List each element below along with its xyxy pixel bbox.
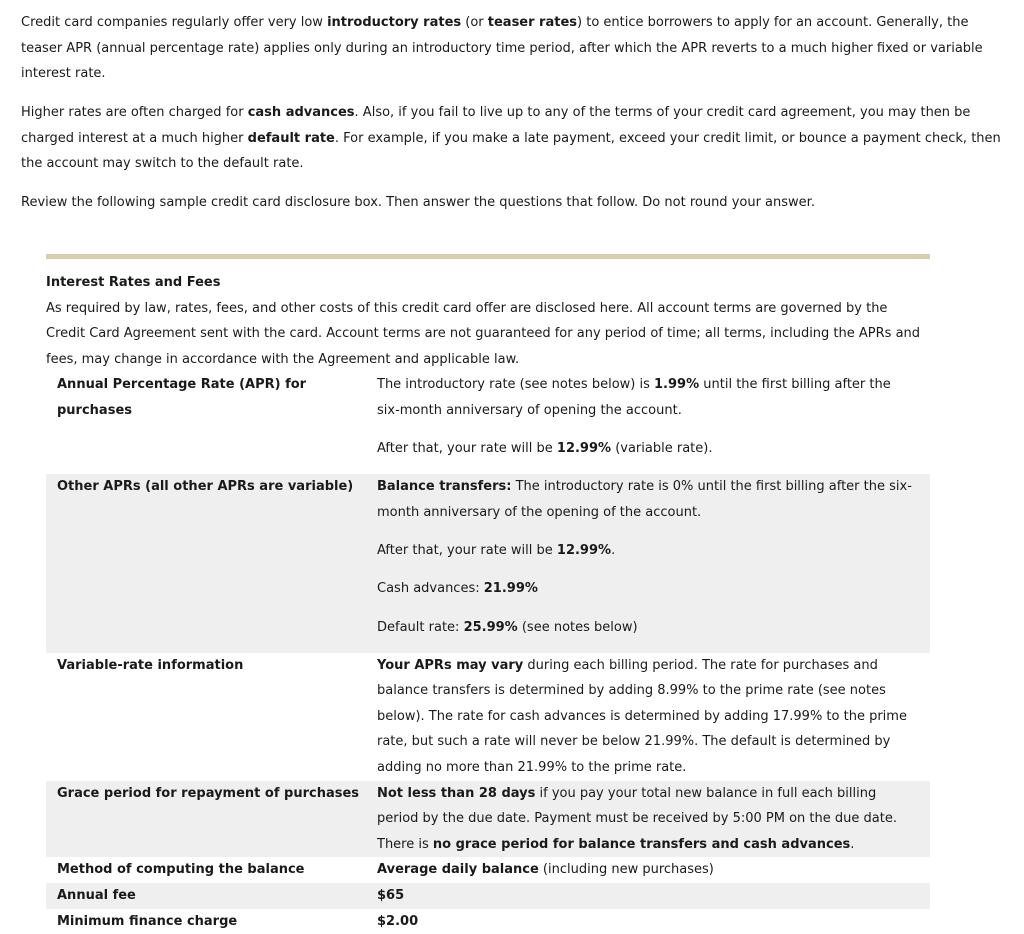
intro-text: ) to entice borrowers to apply for an account. Generally, the teaser APR (annual percentage rate) applies only during an introductory time period, after which the APR reverts to a much higher fixed or variable interest rate.	[21, 15, 983, 82]
method-label: Method of computing the balance	[57, 862, 305, 878]
annual-fee-value: $65	[377, 883, 930, 909]
introductory-rates-term: introductory rates	[327, 15, 462, 30]
other-aprs-value: Balance transfers: The introductory rate is 0% until the first billing after the six-month anniversary of the opening of the account. After that, your rate will be 12.99%. Cash advances: 21.99% Default rate: 25.99% (see notes below)	[377, 474, 930, 652]
disclosure-description: As required by law, rates, fees, and other costs of this credit card offer are disclosed here. All account terms are governed by the Credit Card Agreement sent with the card. Account terms are not guaranteed for any period of time; all terms, including the APRs and fees, may change in accordance with the Agreement and applicable law.	[46, 300, 921, 367]
variable-rate-label: Variable-rate information	[57, 657, 244, 673]
disclosure-top-rule	[46, 254, 930, 259]
table-row-grace-period	[46, 781, 930, 858]
default-rate-term: default rate	[247, 130, 335, 146]
disclosure-title: Interest Rates and Fees	[46, 275, 221, 290]
disclosure-box	[46, 254, 930, 934]
minimum-charge-value: $2.00	[377, 913, 419, 929]
apr-label: Annual Percentage Rate (APR) for purchases	[57, 377, 307, 418]
annual-fee-label: Annual fee	[46, 883, 377, 909]
intro-paragraph-3	[21, 190, 1001, 216]
table-row-variable-rate	[46, 653, 930, 781]
minimum-charge-label: Minimum finance charge	[57, 913, 238, 929]
apr-value: The introductory rate (see notes below) is 1.99% until the first billing after the six-month anniversary of opening the account. After that, your rate will be 12.99% (variable rate).	[377, 377, 891, 457]
table-row-apr	[46, 372, 930, 474]
intro-text: Higher rates are often charged for	[21, 105, 248, 120]
table-row-other-aprs	[46, 474, 930, 652]
teaser-rates-term: teaser rates	[487, 15, 578, 30]
intro-paragraph-2	[21, 100, 1001, 177]
table-row-method	[46, 857, 930, 883]
grace-period-value: Not less than 28 days if you pay your total new balance in full each billing period by the due date. Payment must be received by 5:00 PM on the due date. There is no grace period for balance transfers and cash advances.	[377, 781, 930, 858]
intro-paragraph-1	[21, 10, 1001, 87]
intro-text: . Also, if you fail to live up to any of the terms of your credit card agreement, you may then be charged interest at a much higher	[21, 105, 971, 146]
intro-text: Credit card companies regularly offer very low	[21, 15, 328, 30]
method-value: Average daily balance (including new purchases)	[377, 862, 714, 878]
table-row-annual-fee	[46, 883, 930, 909]
variable-rate-value: Your APRs may vary during each billing period. The rate for purchases and balance transfers is determined by adding 8.99% to the prime rate (see notes below). The rate for cash advances is determined by adding 17.99% to the prime rate, but such a rate will never be below 21.99%. The default is determined by adding no more than 21.99% to the prime rate.	[377, 657, 907, 776]
instructions-text: Review the following sample credit card disclosure box. Then answer the questions that follow. Do not round your answer.	[21, 195, 815, 210]
cash-advances-term: cash advances	[247, 105, 355, 120]
table-row-minimum-charge	[46, 909, 930, 934]
other-aprs-label: Other APRs (all other APRs are variable)	[46, 474, 377, 652]
disclosure-table	[46, 372, 930, 934]
intro-text: (or	[461, 15, 488, 30]
grace-period-label: Grace period for repayment of purchases	[46, 781, 377, 858]
intro-text: . For example, if you make a late payment, exceed your credit limit, or bounce a payment check, then the account may switch to the default rate.	[21, 130, 1001, 172]
